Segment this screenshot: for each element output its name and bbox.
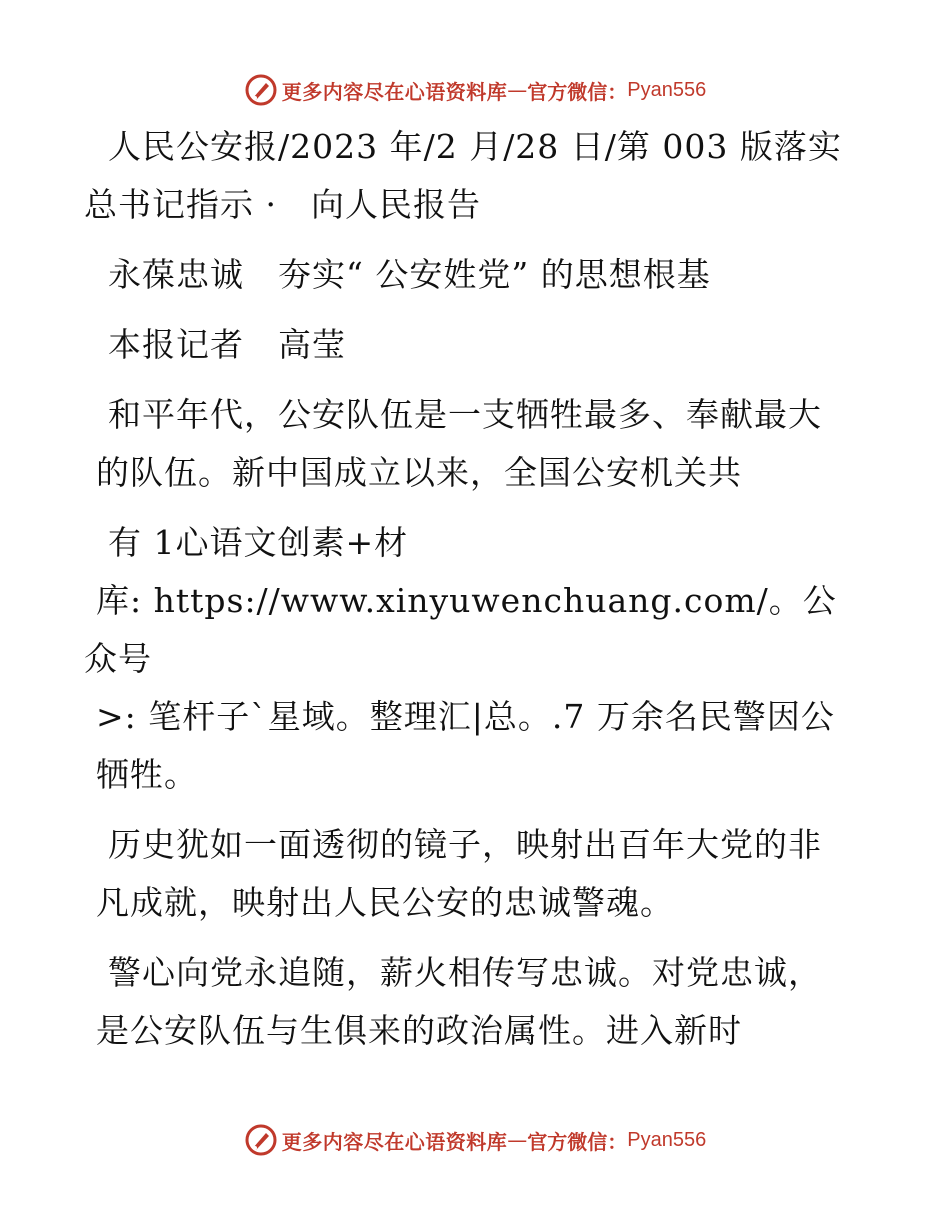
banner-separator: —	[507, 78, 528, 102]
paragraph-2	[84, 514, 856, 804]
pen-circle-logo-icon	[244, 73, 278, 107]
footer-banner	[0, 1120, 950, 1160]
paragraph-1	[96, 386, 856, 502]
paragraph-line: 凡成就，映射出人民公安的忠诚警魂。	[96, 883, 674, 922]
paragraph-line: 是公安队伍与生俱来的政治属性。进入新时	[96, 1011, 742, 1050]
banner-slogan: 更多内容尽在心语资料库	[281, 79, 508, 104]
paragraph-3	[96, 816, 856, 932]
banner-slogan: 更多内容尽在心语资料库	[281, 1129, 508, 1154]
paragraph-line: 牺牲。	[96, 755, 198, 794]
paragraph-line: 和平年代，公安队伍是一支牺牲最多、奉献最大	[108, 395, 822, 434]
banner-separator: —	[507, 1128, 528, 1152]
article-title: 永葆忠诚 夯实“ 公安姓党” 的思想根基	[108, 255, 711, 294]
paragraph-line: 警心向党永追随，薪火相传写忠诚。对党忠诚，	[108, 953, 822, 992]
banner-wechat-id: Pyan556	[627, 78, 707, 101]
article-byline: 本报记者 高莹	[108, 325, 346, 364]
banner-wechat-label: 官方微信：	[527, 79, 628, 104]
header-line: 人民公安报/2023 年/2 月/28 日/第 003 版落实	[108, 127, 842, 166]
header-line: 总书记指示 · 向人民报告	[84, 185, 481, 224]
paragraph-line: 有 1心语文创素+材	[108, 523, 409, 562]
banner-wechat-label: 官方微信：	[527, 1129, 628, 1154]
paragraph-line: 历史犹如一面透彻的镜子，映射出百年大党的非	[108, 825, 822, 864]
paragraph-4	[96, 944, 856, 1060]
pen-circle-logo-icon	[244, 1123, 278, 1157]
paragraph-line: 的队伍。新中国成立以来，全国公安机关共	[96, 453, 742, 492]
article-body	[84, 118, 856, 1072]
banner-wechat-id: Pyan556	[627, 1128, 707, 1151]
header-banner	[0, 70, 950, 110]
paragraph-line: 库: https://www.xinyuwenchuang.com/。公众号	[84, 581, 837, 678]
paragraph-line: >: 笔杆子`星域。整理汇|总。.7 万余名民警因公	[96, 697, 835, 736]
article-header	[84, 118, 856, 234]
